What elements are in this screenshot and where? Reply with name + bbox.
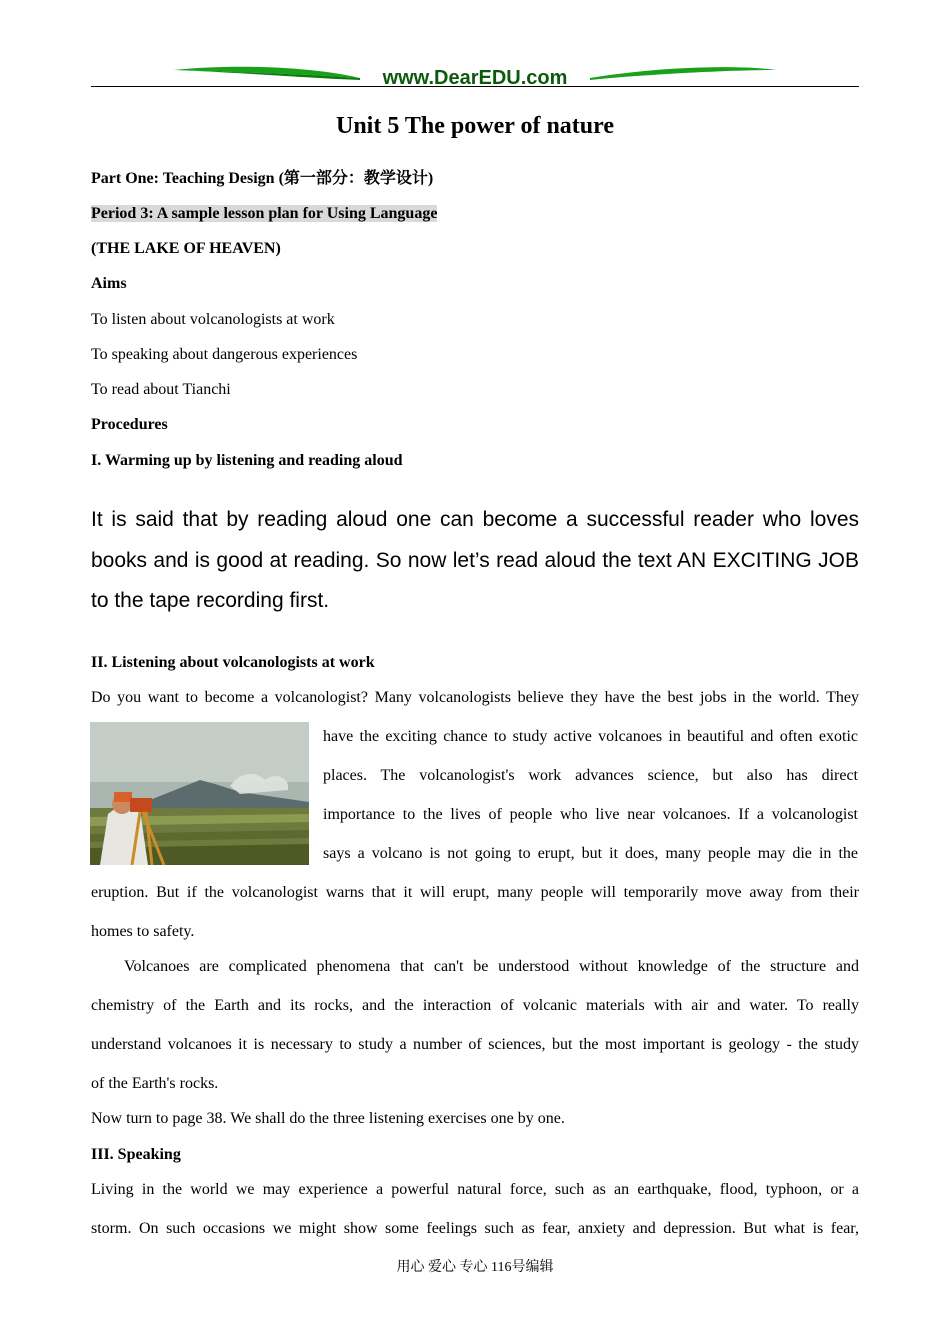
paragraph-line: have the exciting chance to study active volcanoes in beautiful and often exotic: [323, 728, 858, 745]
aim-item: To listen about volcanologists at work: [91, 311, 335, 328]
paragraph-line: chemistry of the Earth and its rocks, and the interaction of volcanic materials with air and water. To really: [91, 997, 859, 1014]
paragraph-line: storm. On such occasions we might show some feelings such as fear, anxiety and depression. But what is fear,: [91, 1220, 859, 1237]
period-heading: Period 3: A sample lesson plan for Using Language: [91, 205, 438, 222]
listening-note: Now turn to page 38. We shall do the three listening exercises one by one.: [91, 1110, 565, 1127]
header-divider: [91, 86, 859, 87]
paragraph-line: homes to safety.: [91, 923, 195, 940]
logo-text: www.DearEDU.com: [382, 67, 568, 89]
paragraph-line: Do you want to become a volcanologist? Many volcanologists believe they have the best jobs in the world. They: [91, 689, 859, 706]
procedures-heading: Procedures: [91, 416, 168, 433]
page-title: Unit 5 The power of nature: [335, 113, 614, 139]
aim-item: To speaking about dangerous experiences: [91, 346, 358, 363]
section-1-paragraph: It is said that by reading aloud one can become a successful reader who loves books and is good at reading. So now let’s read aloud the text AN EXCITING JOB to the tape recording first.: [91, 508, 859, 612]
part-one-heading: Part One: Teaching Design (第一部分：教学设计): [91, 170, 434, 187]
aims-heading: Aims: [91, 275, 127, 292]
paragraph-line: eruption. But if the volcanologist warns that it will erupt, many people will temporarily move away from their: [91, 884, 859, 901]
lake-heading: (THE LAKE OF HEAVEN): [91, 240, 281, 257]
volcanologist-photo: [90, 722, 309, 865]
aim-item: To read about Tianchi: [91, 381, 231, 398]
paragraph-line: says a volcano is not going to erupt, but it does, many people may die in the: [323, 845, 858, 862]
paragraph-line: Living in the world we may experience a powerful natural force, such as an earthquake, flood, typhoon, or a: [91, 1181, 859, 1198]
section-1-heading: I. Warming up by listening and reading aloud: [91, 452, 403, 469]
section-2-heading: II. Listening about volcanologists at work: [91, 654, 375, 671]
paragraph-line: places. The volcanologist's work advances science, but also has direct: [323, 767, 858, 784]
paragraph-line: of the Earth's rocks.: [91, 1075, 219, 1092]
section-3-heading: III. Speaking: [91, 1146, 181, 1163]
paragraph-line: importance to the lives of people who live near volcanoes. If a volcanologist: [323, 806, 858, 823]
paragraph-line: understand volcanoes it is necessary to study a number of sciences, but the most important is geology - the study: [91, 1036, 859, 1053]
paragraph-line: Volcanoes are complicated phenomena that can't be understood without knowledge of the structure and: [124, 958, 859, 975]
page-footer: 用心 爱心 专心 116号编辑: [396, 1260, 554, 1275]
